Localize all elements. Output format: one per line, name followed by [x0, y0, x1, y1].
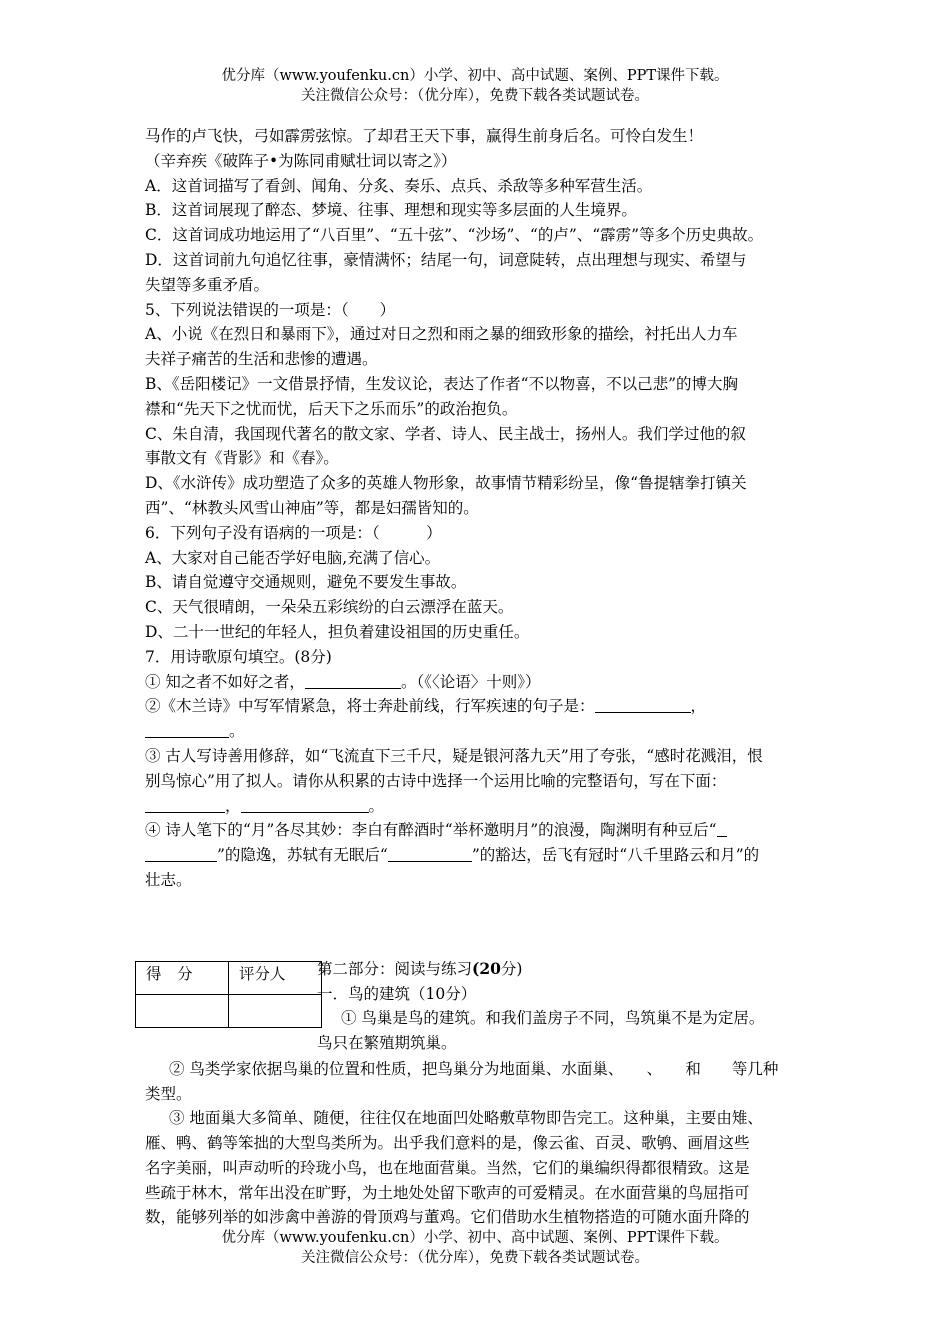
document-body — [145, 124, 810, 1230]
page-footer — [0, 1228, 950, 1268]
q7-blank-4[interactable] — [145, 796, 225, 813]
q7-item-1 — [145, 670, 810, 695]
grader-label: 评分人 — [229, 961, 322, 994]
q5-option-a: A、小说《在烈日和暴雨下》，通过对日之烈和雨之暴的细致形象的描绘，衬托出人力车 — [145, 325, 738, 344]
q7-item-2-end: 。 — [229, 722, 245, 741]
q7-item-4-line-3: 壮志。 — [145, 870, 192, 889]
header-line-2: 关注微信公众号：（优分库），免费下载各类试题试卷。 — [301, 88, 649, 104]
q5-stem: 5、下列说法错误的一项是：（ ） — [145, 300, 396, 319]
section-gap — [145, 893, 810, 957]
q4-option-a: A．这首词描写了看剑、闻角、分炙、奏乐、点兵、杀敌等多种军营生活。 — [145, 176, 653, 195]
part2-title-points: (20 — [472, 958, 501, 978]
paragraph-2-line-2: 类型。 — [145, 1084, 192, 1103]
q6-option-d: D、二十一世纪的年轻人，担负着建设祖国的历史重任。 — [145, 622, 530, 641]
score-table — [135, 961, 322, 1028]
q5-option-b: B、《岳阳楼记》一文借景抒情，生发议论，表达了作者“不以物喜，不以己悲”的博大胸 — [145, 374, 738, 393]
grader-cell[interactable] — [229, 994, 322, 1027]
q7-item-3-answers — [145, 794, 810, 819]
paragraph-1-line-2: 鸟只在繁殖期筑巢。 — [317, 1034, 457, 1053]
q7-item-4-mid-b: ”的豁达，岳飞有冠时“八千里路云和月”的 — [471, 846, 760, 865]
q6-option-b: B、请自觉遵守交通规则，避免不要发生事故。 — [145, 573, 467, 592]
q7-item-3-line-2: 别鸟惊心”用了拟人。请你从积累的古诗中选择一个运用比喻的完整语句，写在下面： — [145, 771, 727, 790]
q5-option-a-cont: 夫祥子痛苦的生活和悲惨的遭遇。 — [145, 350, 378, 369]
q4-option-d-cont: 失望等多重矛盾。 — [145, 275, 270, 294]
q7-item-4-line-1 — [145, 818, 810, 843]
q7-item-2-cont — [145, 719, 810, 744]
footer-line-2: 关注微信公众号：（优分库），免费下载各类试题试卷。 — [301, 1250, 649, 1266]
part2-header-block — [145, 957, 810, 1057]
q5-option-b-cont: 襟和“先天下之忧而忧，后天下之乐而乐”的政治抱负。 — [145, 399, 518, 418]
score-cell[interactable] — [136, 994, 229, 1027]
poem-source: （辛弃疾《破阵子•为陈同甫赋壮词以寄之》） — [145, 151, 457, 170]
part2-section-title: 一．鸟的建筑（10分） — [317, 984, 477, 1003]
q7-item-4-text: ④ 诗人笔下的“月”各尽其妙：李白有醉酒时“举杯邀明月”的浪漫，陶渊明有种豆后“ — [145, 821, 717, 840]
q7-blank-6[interactable] — [145, 845, 217, 862]
paragraph-2-line-1: ② 鸟类学家依据鸟巢的位置和性质，把鸟巢分为地面巢、水面巢、 、 和 等几种 — [169, 1059, 779, 1078]
q7-stem: 7．用诗歌原句填空。(8分) — [145, 647, 332, 666]
part2-title-text: 第二部分：阅读与练习 — [317, 959, 473, 978]
part2-title-unit: 分) — [500, 959, 523, 978]
q7-item-2-text: ②《木兰诗》中写军情紧急，将士奔赴前线，行军疾速的句子是： — [145, 697, 595, 716]
paragraph-3-line-4: 些疏于林木，常年出没在旷野，为土地处处留下歌声的可爱精灵。在水面营巢的鸟屈指可 — [145, 1183, 750, 1202]
paragraph-1-line-1: ① 鸟巢是鸟的建筑。和我们盖房子不同，鸟筑巢不是为定居。 — [341, 1009, 765, 1028]
q6-option-a: A、大家对自己能否学好电脑,充满了信心。 — [145, 548, 441, 567]
page-header — [0, 66, 950, 106]
q5-option-d: D、《水浒传》成功塑造了众多的英雄人物形象，故事情节精彩纷呈，像“鲁提辖拳打镇关 — [145, 474, 747, 493]
q4-option-b: B．这首词展现了醉态、梦境、往事、理想和现实等多层面的人生境界。 — [145, 201, 637, 220]
poem-line: 马作的卢飞快，弓如霹雳弦惊。了却君王天下事，赢得生前身后名。可怜白发生！ — [145, 127, 704, 145]
q7-item-4-line-2 — [145, 843, 810, 868]
q7-item-3-end: 。 — [368, 796, 385, 815]
q7-item-2-comma: ， — [690, 697, 707, 716]
q7-item-4-mid-a: ”的隐逸，苏轼有无眠后“ — [217, 846, 388, 865]
paragraph-3-line-2: 雁、鸭、鹤等笨拙的大型鸟类所为。出乎我们意料的是，像云雀、百灵、歌鸲、画眉这些 — [145, 1134, 750, 1153]
q4-option-c: C．这首词成功地运用了“八百里”、“五十弦”、“沙场”、“的卢”、“霹雳”等多个历史典故。 — [145, 226, 764, 245]
q6-stem: 6．下列句子没有语病的一项是：（ ） — [145, 523, 442, 542]
q6-option-c: C、天气很晴朗，一朵朵五彩缤纷的白云漂浮在蓝天。 — [145, 598, 514, 617]
q7-blank-7[interactable] — [388, 845, 472, 862]
q7-item-1-text: ① 知之者不如好之者， — [145, 672, 305, 691]
q7-item-3-line-1: ③ 古人写诗善用修辞，如“飞流直下三千尺，疑是银河落九天”用了夸张，“感时花溅泪，恨 — [145, 746, 763, 765]
q5-option-c-cont: 事散文有《背影》和《春》。 — [145, 449, 339, 468]
q5-option-c: C、朱自清，我国现代著名的散文家、学者、诗人、民主战士，扬州人。我们学过他的叙 — [145, 424, 746, 443]
header-line-1: 优分库（www.youfenku.cn）小学、初中、高中试题、案例、PPT课件下载。 — [221, 68, 729, 84]
q7-blank-5[interactable] — [241, 796, 369, 813]
part2-intro — [317, 957, 810, 1056]
q7-blank-1[interactable] — [305, 672, 401, 689]
q7-item-2 — [145, 694, 810, 719]
q5-option-d-cont: 西”、“林教头风雪山神庙”等，都是妇孺皆知的。 — [145, 498, 479, 517]
q7-item-1-source: 。（《〈论语〉十则》） — [400, 672, 541, 691]
paragraph-3-line-5: 数，能够列举的如涉禽中善游的骨顶鸡与董鸡。它们借助水生植物搭造的可随水面升降的 — [145, 1208, 750, 1227]
part2-title — [317, 957, 810, 982]
paragraph-3-line-1: ③ 地面巢大多简单、随便，往往仅在地面凹处略敷草物即告完工。这种巢，主要由雉、 — [169, 1109, 763, 1128]
footer-line-1: 优分库（www.youfenku.cn）小学、初中、高中试题、案例、PPT课件下载。 — [221, 1230, 729, 1246]
q7-blank-3[interactable] — [145, 721, 229, 738]
score-label: 得 分 — [136, 961, 229, 994]
q7-blank-6a[interactable] — [717, 820, 727, 837]
q7-blank-2[interactable] — [595, 696, 691, 713]
q7-item-3-sep: ， — [225, 796, 241, 815]
paragraph-3-line-3: 名字美丽，叫声动听的玲珑小鸟，也在地面营巢。当然，它们的巢编织得都很精致。这是 — [145, 1158, 750, 1177]
q4-option-d: D．这首词前九句追忆往事，豪情满怀；结尾一句，词意陡转，点出理想与现实、希望与 — [145, 250, 747, 269]
